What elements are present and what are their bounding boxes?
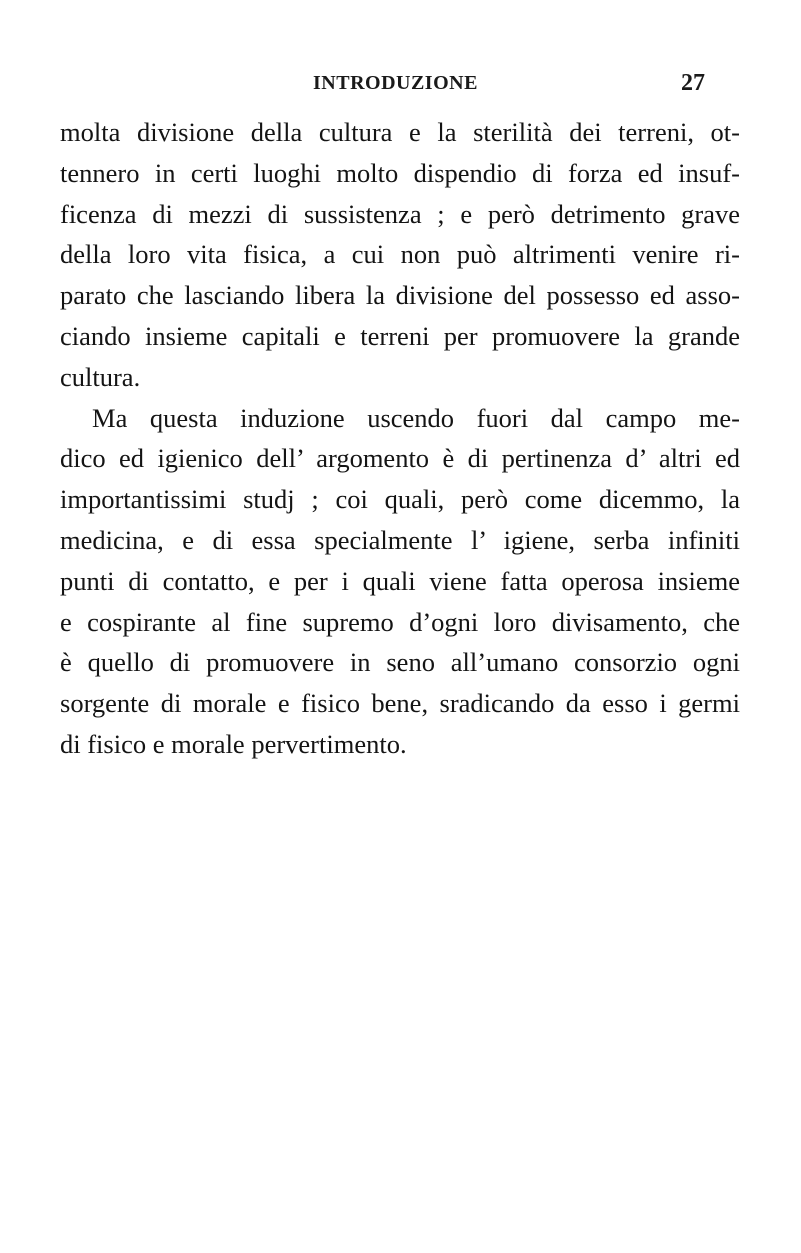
text-line: parato che lasciando libera la divisione del possesso ed asso- <box>60 280 740 311</box>
text-line: cultura. <box>60 361 141 392</box>
body-text <box>60 112 740 765</box>
text-line: e cospirante al fine supremo d’ogni loro divisamento, che <box>60 606 740 637</box>
text-line: sorgente di morale e fisico bene, sradicando da esso i germi <box>60 688 740 719</box>
text-line: Ma questa induzione uscendo fuori dal campo me- <box>92 402 740 433</box>
text-line: di fisico e morale pervertimento. <box>60 728 407 759</box>
text-line: dico ed igienico dell’ argomento è di pertinenza d’ altri ed <box>60 443 740 474</box>
text-line: ciando insieme capitali e terreni per promuovere la grande <box>60 320 740 351</box>
running-title: INTRODUZIONE <box>313 72 478 94</box>
text-line: tennero in certi luoghi molto dispendio di forza ed insuf- <box>60 157 740 188</box>
text-line: della loro vita fisica, a cui non può altrimenti venire ri- <box>60 239 740 270</box>
text-line: medicina, e di essa specialmente l’ igiene, serba infiniti <box>60 524 740 555</box>
page-number: 27 <box>681 70 705 96</box>
text-line: molta divisione della cultura e la sterilità dei terreni, ot- <box>60 117 740 147</box>
text-line: ficenza di mezzi di sussistenza ; e però detrimento grave <box>60 198 740 229</box>
text-line: importantissimi studj ; coi quali, però come dicemmo, la <box>60 484 740 515</box>
text-line: è quello di promuovere in seno all’umano consorzio ogni <box>60 647 740 678</box>
text-line: punti di contatto, e per i quali viene fatta operosa insieme <box>60 565 740 596</box>
